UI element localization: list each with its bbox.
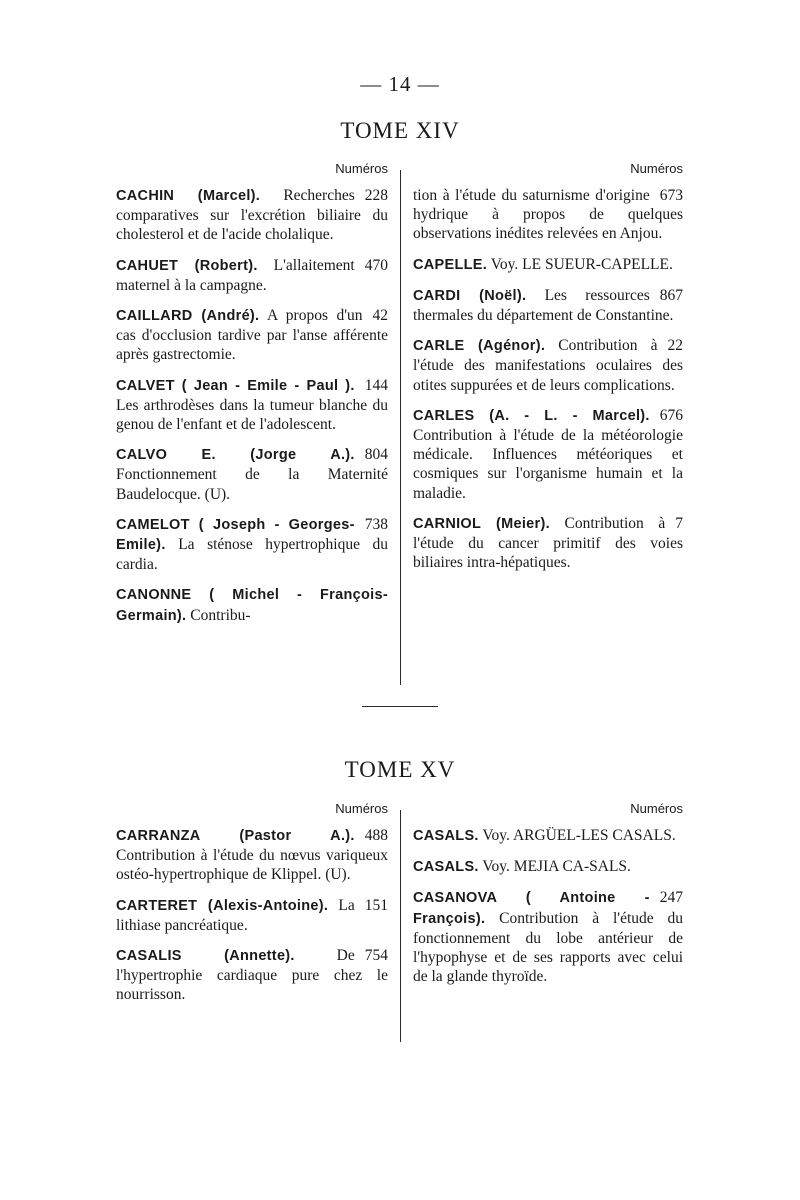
index-entry bbox=[116, 946, 388, 1005]
tome-14-right-column bbox=[413, 160, 683, 583]
thesis-title: tion à l'étude du saturnisme d'origine hydrique à propos de quelques observations inédites relevées en Anjou. bbox=[413, 187, 683, 243]
entry-number: 144 bbox=[364, 376, 388, 394]
entry-list bbox=[116, 186, 388, 626]
entry-list bbox=[116, 826, 388, 1005]
entry-number: 42 bbox=[372, 307, 388, 325]
entry-number: 754 bbox=[364, 947, 388, 965]
author-name: CASALIS (Annette). bbox=[116, 948, 295, 965]
thesis-title: Contribution à l'étude des manifestations oculaires des otites suppurées et de leurs complications. bbox=[413, 337, 683, 394]
index-entry bbox=[413, 857, 683, 877]
page-number: — 14 — bbox=[360, 72, 440, 96]
index-entry bbox=[413, 336, 683, 395]
entry-number: 247 bbox=[659, 889, 683, 907]
thesis-title: Contribution à l'étude de la météorologie médicale. Influences météoriques et cosmiques sur l'organisme humain et la maladie. bbox=[413, 427, 683, 502]
entry-number: 488 bbox=[364, 827, 388, 844]
index-entry bbox=[116, 445, 388, 504]
author-name: CALVO E. (Jorge A.). bbox=[116, 447, 355, 464]
entry-number: 151 bbox=[364, 896, 388, 914]
author-name: CASALS. bbox=[413, 859, 479, 876]
entry-number: 228 bbox=[364, 187, 388, 204]
thesis-title: Contribution à l'étude du cancer primitif des voies biliaires intra-hépatiques. bbox=[413, 514, 683, 572]
index-entry bbox=[116, 896, 388, 935]
tome-14-left-column bbox=[116, 160, 388, 637]
index-entry bbox=[413, 186, 683, 244]
author-name: CAMELOT ( Joseph - Georges-Emile). bbox=[116, 516, 355, 554]
tome-14-title: TOME XIV bbox=[340, 118, 460, 143]
author-name: CAPELLE. bbox=[413, 256, 488, 273]
thesis-title: La sténose hypertrophique du cardia. bbox=[116, 536, 388, 574]
index-entry bbox=[413, 826, 683, 846]
author-name: CARLES (A. - L. - Marcel). bbox=[413, 407, 650, 424]
index-entry bbox=[413, 255, 683, 275]
section-separator-rule bbox=[362, 706, 438, 707]
entry-list bbox=[413, 826, 683, 986]
index-entry bbox=[116, 826, 388, 885]
thesis-title: Voy. ARGÜEL-LES CASALS. bbox=[482, 827, 676, 844]
author-name: CARLE (Agénor). bbox=[413, 338, 546, 355]
index-entry bbox=[116, 256, 388, 295]
tome-15-left-column bbox=[116, 800, 388, 1016]
author-name: CASANOVA ( Antoine - François). bbox=[413, 890, 650, 927]
thesis-title: Fonctionnement de la Maternité Baudelocque. (U). bbox=[116, 466, 388, 503]
author-name: CARTERET (Alexis-Antoine). bbox=[116, 897, 329, 914]
author-name: CAHUET (Robert). bbox=[116, 257, 258, 274]
index-entry bbox=[116, 306, 388, 365]
tome-15-title: TOME XV bbox=[344, 757, 456, 782]
column-divider bbox=[400, 810, 401, 1042]
author-name: CAILLARD (André). bbox=[116, 308, 260, 325]
thesis-title: Recherches comparatives sur l'excrétion biliaire du cholesterol et de l'acide cholalique. bbox=[116, 187, 388, 244]
entry-list bbox=[413, 186, 683, 572]
author-name: CASALS. bbox=[413, 828, 479, 844]
author-name: CALVET ( Jean - Emile - Paul ). bbox=[116, 377, 355, 394]
thesis-title: L'allaitement maternel à la campagne. bbox=[116, 256, 355, 294]
entry-number: 673 bbox=[659, 187, 683, 204]
index-entry bbox=[116, 585, 388, 625]
thesis-title: Contribution à l'étude du fonctionnement du lobe antérieur de l'hypophyse et de ses rapports avec celui de la glande thyroïde. bbox=[413, 909, 683, 986]
thesis-title: Voy. MEJIA CA-SALS. bbox=[482, 858, 631, 876]
author-name: CARNIOL (Meier). bbox=[413, 515, 550, 532]
entry-number: 470 bbox=[364, 256, 388, 274]
column-divider bbox=[400, 170, 401, 685]
column-header: Numéros bbox=[335, 161, 388, 176]
column-header: Numéros bbox=[335, 801, 388, 816]
index-entry bbox=[116, 186, 388, 245]
author-name: CARDI (Noël). bbox=[413, 287, 527, 304]
entry-number: 22 bbox=[667, 337, 683, 355]
entry-number: 676 bbox=[659, 406, 683, 424]
entry-number: 738 bbox=[364, 515, 388, 533]
thesis-title: A propos d'un cas d'occlusion tardive par l'anse afférente après gastrectomie. bbox=[116, 307, 388, 364]
entry-number: 867 bbox=[659, 286, 683, 304]
author-name: CANONNE ( Michel - François-Germain). bbox=[116, 587, 388, 624]
index-entry bbox=[116, 515, 388, 575]
thesis-title: Les arthrodèses dans la tumeur blanche du genou de l'enfant et de l'adolescent. bbox=[116, 396, 388, 434]
index-entry bbox=[116, 376, 388, 435]
thesis-title: La lithiase pancréatique. bbox=[116, 896, 355, 934]
tome-14-section bbox=[0, 160, 800, 688]
index-entry bbox=[413, 888, 683, 986]
index-entry bbox=[413, 286, 683, 325]
column-header: Numéros bbox=[630, 801, 683, 816]
index-entry bbox=[413, 514, 683, 573]
entry-number: 804 bbox=[364, 446, 388, 464]
author-name: CACHIN (Marcel). bbox=[116, 188, 261, 204]
tome-15-right-column bbox=[413, 800, 683, 997]
column-header: Numéros bbox=[630, 161, 683, 176]
index-entry bbox=[413, 406, 683, 503]
tome-15-section bbox=[0, 800, 800, 1045]
author-name: CARRANZA (Pastor A.). bbox=[116, 828, 355, 844]
thesis-title: De l'hypertrophie cardiaque pure chez le nourrisson. bbox=[116, 947, 388, 1004]
thesis-title: Voy. LE SUEUR-CAPELLE. bbox=[490, 255, 673, 273]
entry-number: 7 bbox=[675, 514, 683, 532]
thesis-title: Contribu- bbox=[190, 606, 251, 624]
thesis-title: Les ressources thermales du département de Constantine. bbox=[413, 286, 674, 325]
thesis-title: Contribution à l'étude du nœvus variqueux ostéo-hypertrophique de Klippel. (U). bbox=[116, 847, 388, 884]
